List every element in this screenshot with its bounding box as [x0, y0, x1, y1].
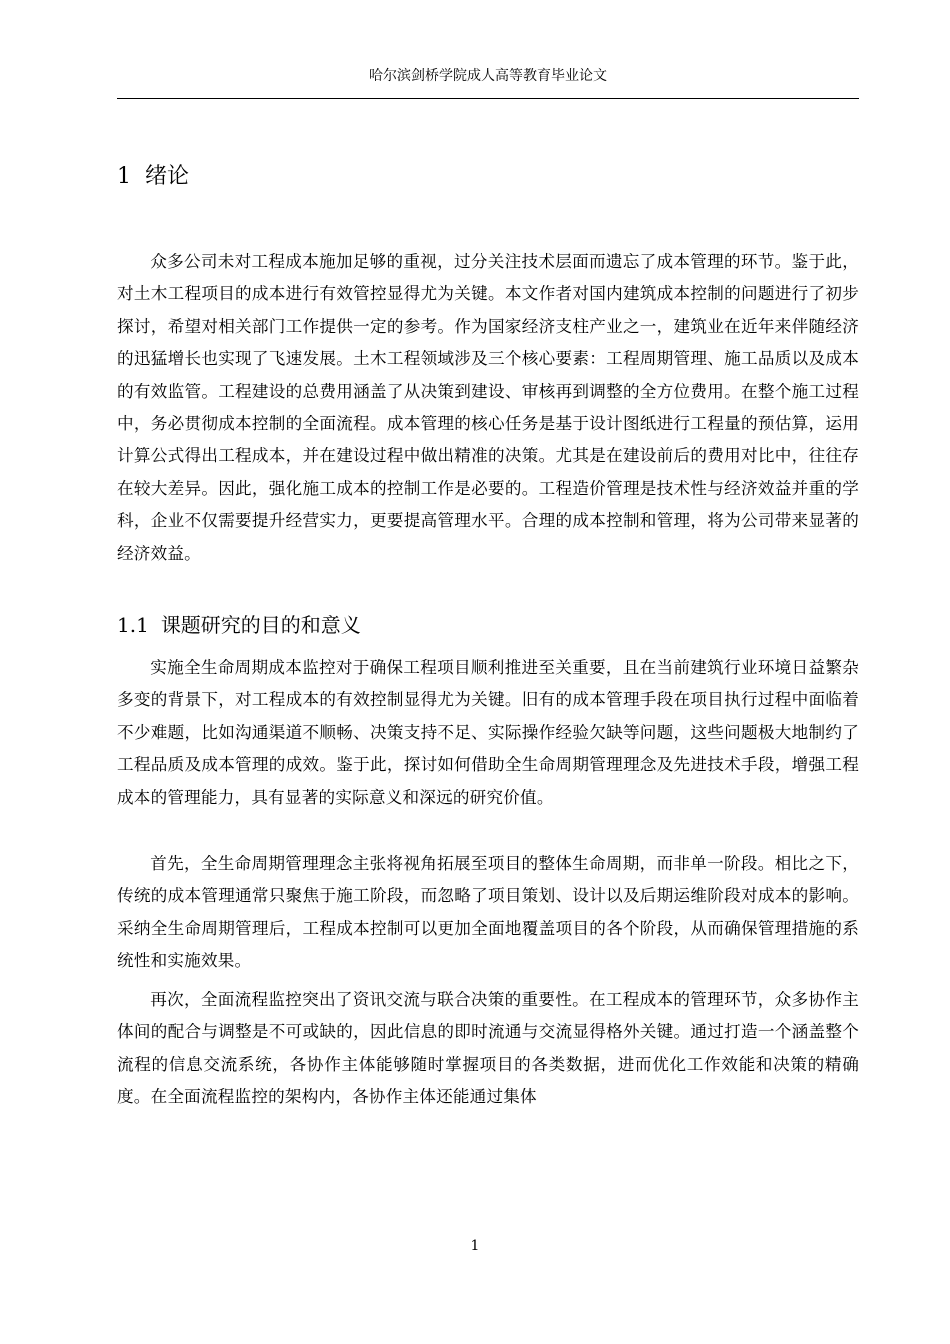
paragraph: 再次，全面流程监控突出了资讯交流与联合决策的重要性。在工程成本的管理环节，众多协作主体间的配合与调整是不可或缺的，因此信息的即时流通与交流显得格外关键。通过打造一个涵盖整个流程的信息交流系统，各协作主体能够随时掌握项目的各类数据，进而优化工作效能和决策的精确度。在全面流程监控的架构内，各协作主体还能通过集体	[117, 990, 859, 1107]
paragraph: 实施全生命周期成本监控对于确保工程项目顺利推进至关重要，且在当前建筑行业环境日益繁杂多变的背景下，对工程成本的有效控制显得尤为关键。旧有的成本管理手段在项目执行过程中面临着不少难题，比如沟通渠道不顺畅、决策支持不足、实际操作经验欠缺等问题，这些问题极大地制约了工程品质及成本管理的成效。鉴于此，探讨如何借助全生命周期管理理念及先进技术手段，增强工程成本的管理能力，具有显著的实际意义和深远的研究价值。	[117, 658, 859, 807]
paragraph: 众多公司未对工程成本施加足够的重视，过分关注技术层面而遗忘了成本管理的环节。鉴于此，对土木工程项目的成本进行有效管控显得尤为关键。本文作者对国内建筑成本控制的问题进行了初步探讨，希望对相关部门工作提供一定的参考。作为国家经济支柱产业之一，建筑业在近年来伴随经济的迅猛增长也实现了飞速发展。土木工程领域涉及三个核心要素：工程周期管理、施工品质以及成本的有效监管。工程建设的总费用涵盖了从决策到建设、审核再到调整的全方位费用。在整个施工过程中，务必贯彻成本控制的全面流程。成本管理的核心任务是基于设计图纸进行工程量的预估算，运用计算公式得出工程成本，并在建设过程中做出精准的决策。尤其是在建设前后的费用对比中，往往存在较大差异。因此，强化施工成本的控制工作是必要的。工程造价管理是技术性与经济效益并重的学科，企业不仅需要提升经营实力，更要提高管理水平。合理的成本控制和管理，将为公司带来显著的经济效益。	[117, 252, 859, 563]
running-header	[117, 62, 859, 99]
section-number: 1.1	[117, 613, 149, 637]
running-header-title: 哈尔滨剑桥学院成人高等教育毕业论文	[369, 68, 607, 84]
chapter-number: 1	[117, 164, 131, 189]
section-title: 课题研究的目的和意义	[160, 613, 361, 637]
chapter-title: 绪论	[145, 164, 190, 189]
paragraph: 首先，全生命周期管理理念主张将视角拓展至项目的整体生命周期，而非单一阶段。相比之下，传统的成本管理通常只聚焦于施工阶段，而忽略了项目策划、设计以及后期运维阶段对成本的影响。采纳全生命周期管理后，工程成本控制可以更加全面地覆盖项目的各个阶段，从而确保管理措施的系统性和实施效果。	[117, 854, 859, 971]
section-heading	[117, 610, 361, 640]
chapter-heading	[117, 162, 189, 192]
page-number: 1	[470, 1238, 480, 1254]
